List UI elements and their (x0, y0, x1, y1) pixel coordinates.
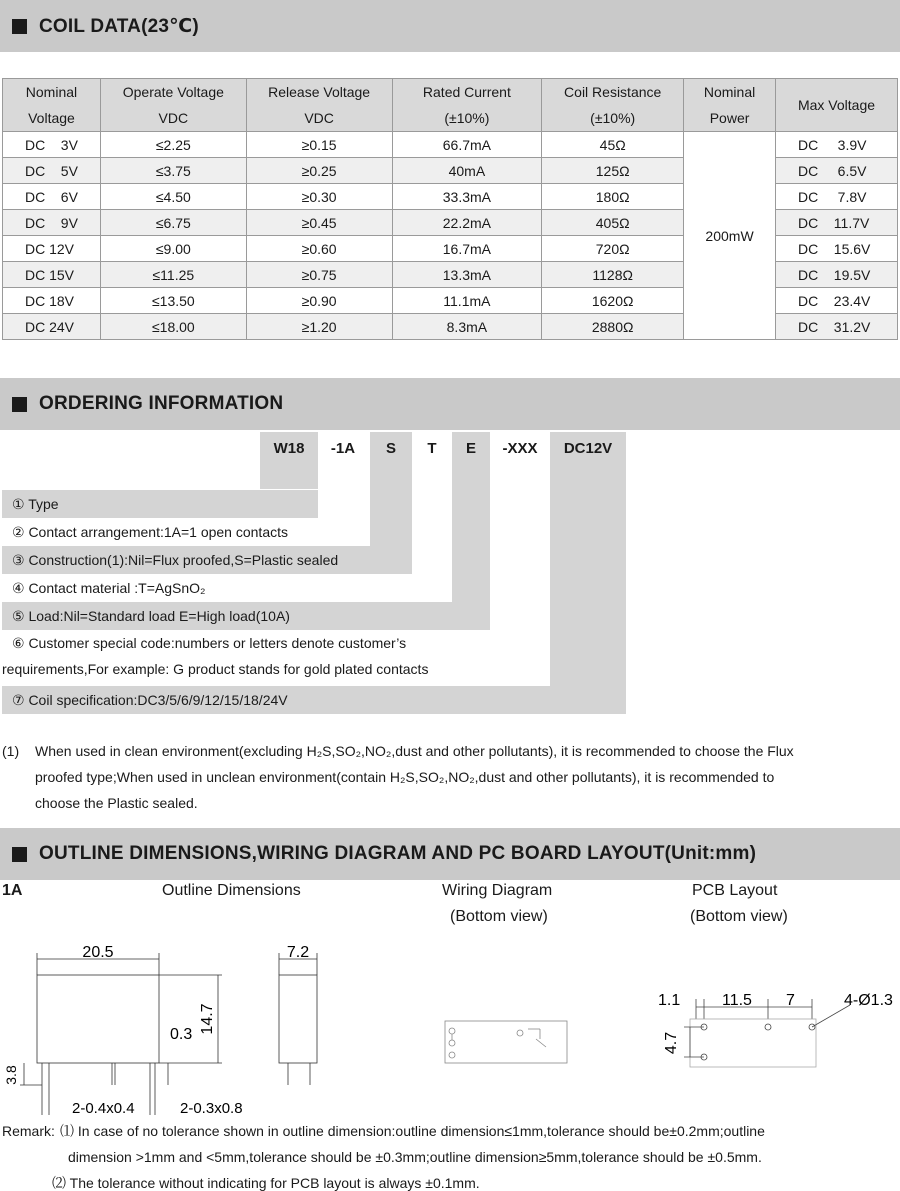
relay-side-view (279, 975, 317, 1063)
code-cell-load: E (452, 432, 490, 489)
cell-max-voltage: DC 23.4V (776, 288, 898, 314)
order-item-construction: ③ Construction(1):Nil=Flux proofed,S=Plastic sealed (2, 546, 412, 574)
remark-label: Remark: (2, 1123, 55, 1139)
cell-nominal-power: 200mW (684, 132, 776, 340)
outline-title: OUTLINE DIMENSIONS,WIRING DIAGRAM AND PC BOARD LAYOUT(Unit:mm) (39, 843, 757, 864)
cell-release-voltage: ≥0.45 (246, 210, 392, 236)
cell-nominal-voltage: DC 9V (3, 210, 101, 236)
coil-data-table (2, 78, 898, 340)
code-cell-construction: S (370, 432, 412, 489)
wiring-diagram (440, 1015, 572, 1071)
cell-nominal-voltage: DC 15V (3, 262, 101, 288)
wiring-bottom-view-label: (Bottom view) (450, 908, 548, 925)
coil-data-title: COIL DATA(23℃) (39, 15, 199, 37)
order-item-type: ① Type (2, 490, 318, 518)
cell-rated-current: 22.2mA (392, 210, 542, 236)
cell-max-voltage: DC 6.5V (776, 158, 898, 184)
cell-release-voltage: ≥0.75 (246, 262, 392, 288)
pcb-dim-1-text: 1.1 (658, 992, 681, 1009)
pcb-holes-text: 4-Ø1.3 (844, 992, 893, 1009)
cell-coil-resistance: 45Ω (542, 132, 684, 158)
cell-max-voltage: DC 11.7V (776, 210, 898, 236)
note-number: (1) (2, 743, 20, 759)
remark-item-1-cont: dimension >1mm and <5mm,tolerance should be ±0.3mm;outline dimension≥5mm,tolerance should be ±0.5mm. (68, 1149, 762, 1165)
outline-dimensions-drawing (0, 935, 340, 1125)
cell-release-voltage: ≥1.20 (246, 314, 392, 340)
pcb-dim-3-text: 7 (786, 992, 795, 1009)
note-line: choose the Plastic sealed. (35, 795, 198, 811)
cell-max-voltage: DC 15.6V (776, 236, 898, 262)
code-cell-customer: -XXX (490, 432, 550, 489)
pcb-layout-drawing (640, 985, 900, 1075)
dim-pin-length-text: 3.8 (3, 1065, 19, 1085)
pcb-bottom-view-label: (Bottom view) (690, 908, 788, 925)
cell-nominal-voltage: DC 6V (3, 184, 101, 210)
cell-coil-resistance: 2880Ω (542, 314, 684, 340)
square-bullet-icon (12, 397, 27, 412)
remark-item-2: ⑵ The tolerance without indicating for PCB layout is always ±0.1mm. (52, 1175, 480, 1191)
cell-rated-current: 16.7mA (392, 236, 542, 262)
col-header-max-voltage: Max Voltage (776, 79, 898, 132)
coil-data-header (0, 0, 900, 52)
note-line: When used in clean environment(excluding H₂S,SO₂,NO₂,dust and other pollutants), it is recommended to choose the Flux (35, 743, 794, 759)
cell-rated-current: 8.3mA (392, 314, 542, 340)
cell-coil-resistance: 720Ω (542, 236, 684, 262)
connector-bar (452, 489, 490, 605)
cell-nominal-voltage: DC 18V (3, 288, 101, 314)
cell-nominal-voltage: DC 24V (3, 314, 101, 340)
order-item-customer-line2: requirements,For example: G product stands for gold plated contacts (2, 661, 429, 677)
col-header-rated-current: Rated Current (±10%) (392, 79, 542, 132)
cell-operate-voltage: ≤6.75 (100, 210, 246, 236)
dim-width-text: 20.5 (82, 944, 114, 961)
cell-operate-voltage: ≤2.25 (100, 132, 246, 158)
cell-nominal-voltage: DC 3V (3, 132, 101, 158)
code-cell-material: T (412, 432, 452, 489)
dim-pin1-text: 2-0.4x0.4 (72, 1100, 135, 1117)
cell-operate-voltage: ≤4.50 (100, 184, 246, 210)
pcb-layout-label: PCB Layout (692, 882, 778, 899)
cell-release-voltage: ≥0.30 (246, 184, 392, 210)
cell-coil-resistance: 125Ω (542, 158, 684, 184)
order-item-customer-line1: ⑥ Customer special code:numbers or letters denote customer’s (12, 635, 407, 651)
code-cell-coil: DC12V (550, 432, 626, 489)
cell-nominal-voltage: DC 5V (3, 158, 101, 184)
code-cell-series: W18 (260, 432, 318, 489)
order-item-coil: ⑦ Coil specification:DC3/5/6/9/12/15/18/24V (2, 686, 626, 714)
wiring-diagram-label: Wiring Diagram (442, 882, 553, 899)
square-bullet-icon (12, 847, 27, 862)
pcb-dim-v-text: 4.7 (663, 1031, 680, 1055)
cell-release-voltage: ≥0.90 (246, 288, 392, 314)
col-header-nominal-power: Nominal Power (684, 79, 776, 132)
cell-operate-voltage: ≤13.50 (100, 288, 246, 314)
cell-operate-voltage: ≤3.75 (100, 158, 246, 184)
table-row (3, 132, 898, 158)
cell-operate-voltage: ≤11.25 (100, 262, 246, 288)
cell-rated-current: 66.7mA (392, 132, 542, 158)
connector-bar (370, 489, 412, 547)
outline-header (0, 828, 900, 880)
cell-rated-current: 33.3mA (392, 184, 542, 210)
cell-coil-resistance: 1620Ω (542, 288, 684, 314)
connector-bar (550, 489, 626, 687)
cell-rated-current: 40mA (392, 158, 542, 184)
cell-max-voltage: DC 3.9V (776, 132, 898, 158)
col-header-release-voltage: Release Voltage VDC (246, 79, 392, 132)
col-header-nominal-voltage: Nominal Voltage (3, 79, 101, 132)
dim-pin2-text: 2-0.3x0.8 (180, 1100, 243, 1117)
cell-max-voltage: DC 19.5V (776, 262, 898, 288)
cell-coil-resistance: 405Ω (542, 210, 684, 236)
col-header-coil-resistance: Coil Resistance (±10%) (542, 79, 684, 132)
order-item-customer (2, 630, 548, 686)
model-label: 1A (2, 882, 23, 899)
square-bullet-icon (12, 19, 27, 34)
cell-nominal-voltage: DC 12V (3, 236, 101, 262)
order-item-load: ⑤ Load:Nil=Standard load E=High load(10A) (2, 602, 490, 630)
cell-rated-current: 11.1mA (392, 288, 542, 314)
cell-release-voltage: ≥0.15 (246, 132, 392, 158)
note-line: proofed type;When used in unclean environment(contain H₂S,SO₂,NO₂,dust and other pollutants), it is recommended to (35, 769, 775, 785)
cell-release-voltage: ≥0.25 (246, 158, 392, 184)
cell-max-voltage: DC 7.8V (776, 184, 898, 210)
table-header-row (3, 79, 898, 132)
order-item-contact: ② Contact arrangement:1A=1 open contacts (2, 518, 368, 546)
dim-height-text: 14.7 (199, 1003, 216, 1035)
cell-release-voltage: ≥0.60 (246, 236, 392, 262)
pcb-dim-2-text: 11.5 (722, 992, 752, 1009)
cell-max-voltage: DC 31.2V (776, 314, 898, 340)
col-header-operate-voltage: Operate Voltage VDC (100, 79, 246, 132)
note-text (35, 738, 845, 816)
cell-rated-current: 13.3mA (392, 262, 542, 288)
order-item-material: ④ Contact material :T=AgSnO₂ (2, 574, 450, 602)
note-block (2, 738, 900, 818)
dim-gap-text: 0.3 (170, 1026, 193, 1043)
cell-operate-voltage: ≤9.00 (100, 236, 246, 262)
code-cell-contact: -1A (318, 432, 368, 489)
relay-front-view (37, 975, 159, 1063)
remark-item-1: ⑴ In case of no tolerance shown in outline dimension:outline dimension≤1mm,tolerance should be±0.2mm;outline (60, 1123, 765, 1139)
ordering-header (0, 378, 900, 430)
ordering-title: ORDERING INFORMATION (39, 393, 284, 414)
outline-dimensions-label: Outline Dimensions (162, 882, 301, 899)
cell-coil-resistance: 180Ω (542, 184, 684, 210)
dim-depth-text: 7.2 (286, 944, 310, 961)
cell-coil-resistance: 1128Ω (542, 262, 684, 288)
cell-operate-voltage: ≤18.00 (100, 314, 246, 340)
